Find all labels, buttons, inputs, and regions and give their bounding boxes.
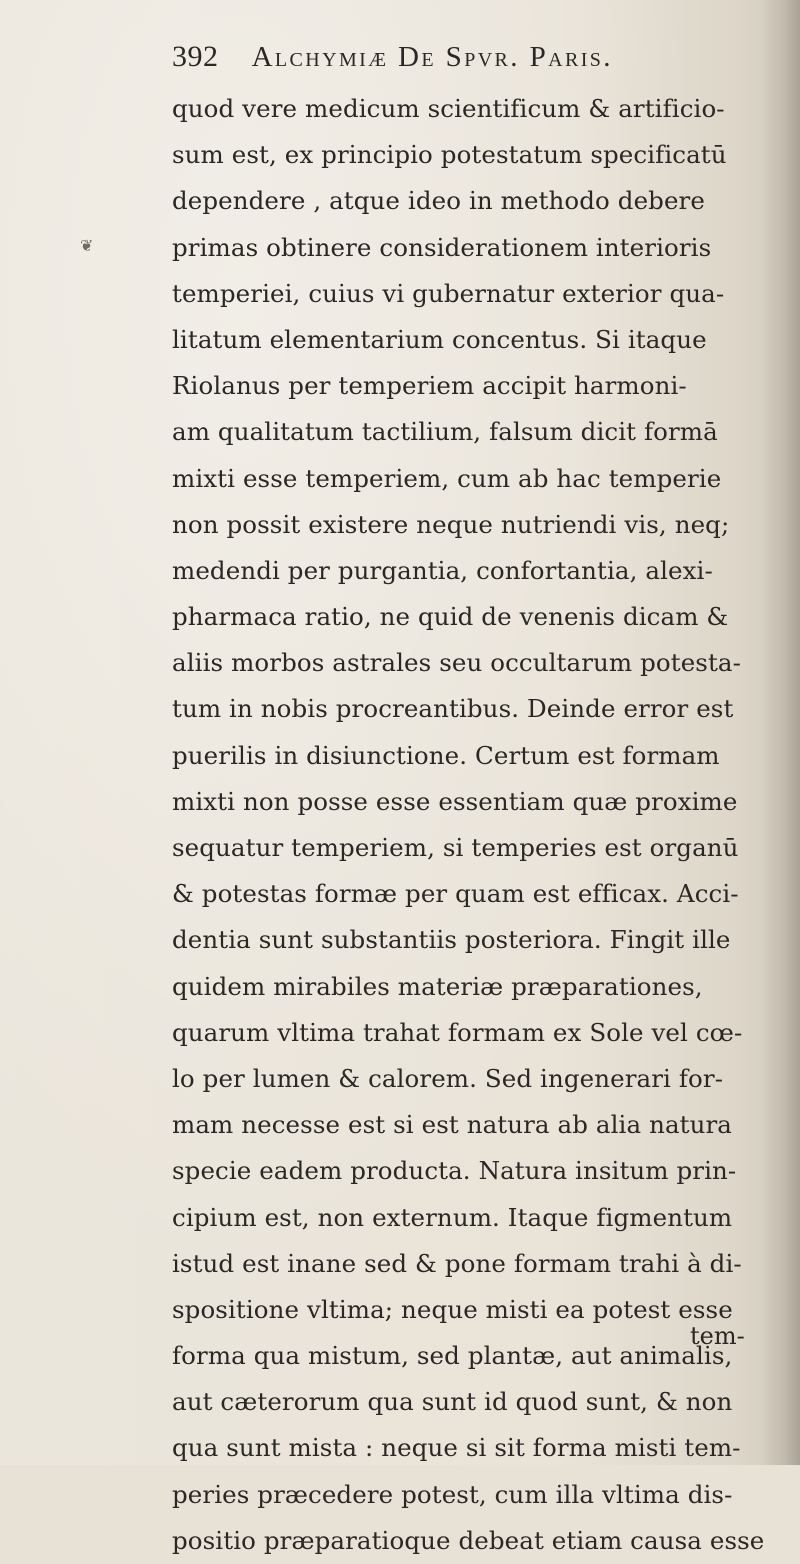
- margin-mark: ❦: [80, 236, 94, 255]
- text-line: quarum vltima trahat formam ex Sole vel cœ-: [172, 1017, 743, 1047]
- running-title: Alchymiæ De Spvr. Paris.: [251, 41, 613, 73]
- text-line: dentia sunt substantiis posteriora. Fingit ille: [172, 925, 731, 955]
- text-line: mixti esse temperiem, cum ab hac temperie: [172, 463, 722, 493]
- text-line: non possit existere neque nutriendi vis, neq;: [172, 509, 730, 539]
- text-line: Riolanus per temperiem accipit harmoni-: [172, 371, 687, 401]
- text-line: temperiei, cuius vi gubernatur exterior qua-: [172, 278, 725, 308]
- text-line: mam necesse est si est natura ab alia natura: [172, 1110, 732, 1140]
- text-line: am qualitatum tactilium, falsum dicit formā: [172, 417, 718, 447]
- body-text: [172, 86, 772, 1564]
- text-line: pharmaca ratio, ne quid de venenis dicam &: [172, 602, 729, 632]
- text-line: medendi per purgantia, confortantia, alexi-: [172, 555, 713, 585]
- text-line: aut cæterorum qua sunt id quod sunt, & non: [172, 1387, 733, 1417]
- text-line: litatum elementarium concentus. Si itaque: [172, 324, 707, 354]
- page-number: 392: [172, 40, 219, 73]
- catchword: tem-: [690, 1322, 745, 1350]
- text-line: sequatur temperiem, si temperies est organū: [172, 833, 739, 862]
- text-line: sum est, ex principio potestatum specificatū: [172, 140, 727, 170]
- text-line: cipium est, non externum. Itaque figmentum: [172, 1202, 733, 1232]
- text-line: dependere , atque ideo in methodo debere: [172, 186, 705, 216]
- text-line: forma qua mistum, sed plantæ, aut animalis,: [172, 1341, 733, 1371]
- text-line: qua sunt mista : neque si sit forma misti tem-: [172, 1433, 741, 1463]
- text-line: & potestas formæ per quam est efficax. Acci-: [172, 879, 739, 909]
- text-line: primas obtinere considerationem interioris: [172, 232, 712, 262]
- text-line: spositione vltima; neque misti ea potest esse: [172, 1294, 733, 1324]
- text-line: aliis morbos astrales seu occultarum potesta-: [172, 648, 741, 678]
- text-line: puerilis in disiunctione. Certum est formam: [172, 740, 720, 770]
- text-line: specie eadem producta. Natura insitum prin-: [172, 1156, 737, 1186]
- text-line: lo per lumen & calorem. Sed ingenerari for-: [172, 1063, 724, 1093]
- text-line: quidem mirabiles materiæ præparationes,: [172, 971, 703, 1001]
- text-line: istud est inane sed & pone formam trahi à di-: [172, 1248, 742, 1278]
- text-line: peries præcedere potest, cum illa vltima dis-: [172, 1479, 733, 1509]
- text-line: mixti non posse esse essentiam quæ proxime: [172, 786, 738, 816]
- text-line: quod vere medicum scientificum & artificio-: [172, 94, 725, 123]
- page-header: [172, 40, 772, 84]
- text-line: positio præparatioque debeat etiam causa esse: [172, 1525, 765, 1555]
- text-line: tum in nobis procreantibus. Deinde error est: [172, 694, 734, 724]
